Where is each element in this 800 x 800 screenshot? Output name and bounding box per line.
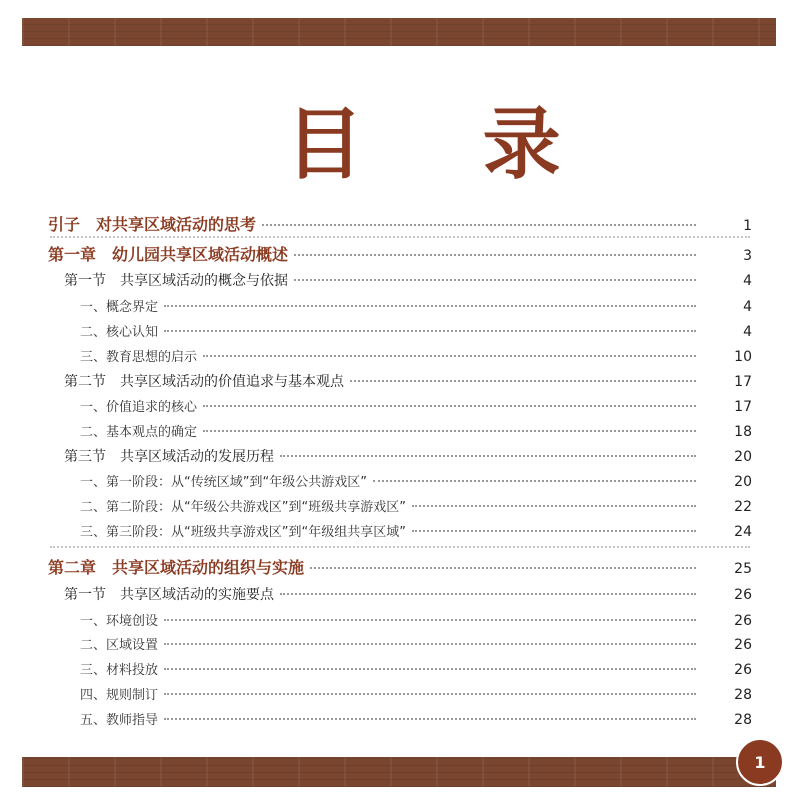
table-of-contents [0, 200, 800, 740]
toc-leader-dots [294, 254, 696, 256]
toc-entry-page: 26 [734, 662, 752, 678]
toc-entry-item [0, 496, 752, 520]
toc-entry-page: 3 [743, 248, 752, 264]
toc-entry-item [0, 521, 752, 545]
toc-entry-label: 二、区域设置 [80, 638, 159, 653]
toc-leader-dots [164, 668, 696, 670]
toc-entry-label: 一、第一阶段：从“传统区域”到“年级公共游戏区” [80, 475, 367, 490]
toc-leader-dots [280, 593, 696, 595]
toc-entry-page: 1 [743, 218, 752, 234]
toc-entry-page: 28 [734, 687, 752, 703]
page-number-badge: 1 [736, 738, 784, 786]
toc-leader-dots [310, 567, 696, 569]
toc-leader-dots [294, 279, 696, 281]
toc-entry-page: 26 [734, 637, 752, 653]
toc-leader-dots [203, 355, 696, 357]
toc-entry-item [0, 321, 752, 345]
toc-entry-label: 一、环境创设 [80, 614, 159, 629]
toc-entry-chapter [0, 555, 752, 579]
toc-entry-label: 第一章 幼儿园共享区域活动概述 [48, 245, 289, 264]
toc-entry-label: 三、材料投放 [80, 663, 159, 678]
toc-entry-section [0, 446, 752, 470]
toc-entry-item [0, 709, 752, 733]
toc-entry-intro [0, 212, 752, 236]
toc-leader-dots [350, 380, 696, 382]
toc-leader-dots [164, 693, 696, 695]
toc-entry-label: 四、规则制订 [80, 688, 159, 703]
toc-leader-dots [164, 718, 696, 720]
toc-entry-label: 第二节 共享区域活动的价值追求与基本观点 [64, 374, 344, 390]
toc-entry-page: 26 [734, 613, 752, 629]
toc-entry-item [0, 421, 752, 445]
toc-entry-item [0, 659, 752, 683]
toc-leader-dots [164, 305, 696, 307]
toc-entry-page: 28 [734, 712, 752, 728]
bottom-decorative-band [22, 757, 776, 787]
toc-entry-label: 三、第三阶段：从“班级共享游戏区”到“年级组共享区域” [80, 525, 406, 540]
toc-entry-label: 第一节 共享区域活动的概念与依据 [64, 273, 288, 289]
toc-entry-page: 18 [734, 424, 752, 440]
toc-entry-page: 20 [734, 474, 752, 490]
toc-leader-dots [203, 405, 696, 407]
toc-entry-section [0, 270, 752, 294]
toc-entry-label: 第二章 共享区域活动的组织与实施 [48, 558, 305, 577]
toc-entry-label: 第一节 共享区域活动的实施要点 [64, 587, 274, 603]
toc-entry-item [0, 610, 752, 634]
toc-entry-item [0, 471, 752, 495]
toc-leader-dots [373, 480, 696, 482]
toc-entry-label: 一、价值追求的核心 [80, 400, 198, 415]
toc-entry-page: 25 [734, 561, 752, 577]
toc-entry-label: 第三节 共享区域活动的发展历程 [64, 449, 274, 465]
toc-entry-page: 22 [734, 499, 752, 515]
toc-entry-item [0, 346, 752, 370]
toc-entry-page: 17 [734, 374, 752, 390]
toc-entry-label: 五、教师指导 [80, 713, 159, 728]
toc-entry-label: 三、教育思想的启示 [80, 350, 198, 365]
chapter-separator-line [50, 546, 750, 548]
toc-leader-dots [164, 643, 696, 645]
toc-entry-page: 4 [743, 273, 752, 289]
toc-entry-item [0, 684, 752, 708]
toc-entry-page: 20 [734, 449, 752, 465]
toc-leader-dots [262, 224, 696, 226]
toc-entry-label: 二、第二阶段：从“年级公共游戏区”到“班级共享游戏区” [80, 500, 406, 515]
toc-entry-item [0, 296, 752, 320]
toc-leader-dots [164, 330, 696, 332]
toc-entry-page: 24 [734, 524, 752, 540]
top-decorative-band [22, 18, 776, 46]
toc-entry-label: 二、核心认知 [80, 325, 159, 340]
toc-entry-page: 17 [734, 399, 752, 415]
toc-entry-page: 10 [734, 349, 752, 365]
toc-entry-label: 二、基本观点的确定 [80, 425, 198, 440]
toc-entry-section [0, 371, 752, 395]
toc-entry-section [0, 584, 752, 608]
toc-leader-dots [412, 505, 696, 507]
toc-entry-page: 4 [743, 299, 752, 315]
toc-entry-chapter [0, 242, 752, 266]
toc-entry-page: 26 [734, 587, 752, 603]
page-title: 目 录 [285, 100, 607, 190]
toc-entry-page: 4 [743, 324, 752, 340]
chapter-separator-line [50, 236, 750, 238]
toc-entry-item [0, 634, 752, 658]
toc-entry-label: 引子 对共享区域活动的思考 [48, 215, 257, 234]
toc-entry-label: 一、概念界定 [80, 300, 159, 315]
toc-leader-dots [203, 430, 696, 432]
toc-leader-dots [412, 530, 696, 532]
toc-entry-item [0, 396, 752, 420]
toc-leader-dots [164, 619, 696, 621]
toc-leader-dots [280, 455, 696, 457]
